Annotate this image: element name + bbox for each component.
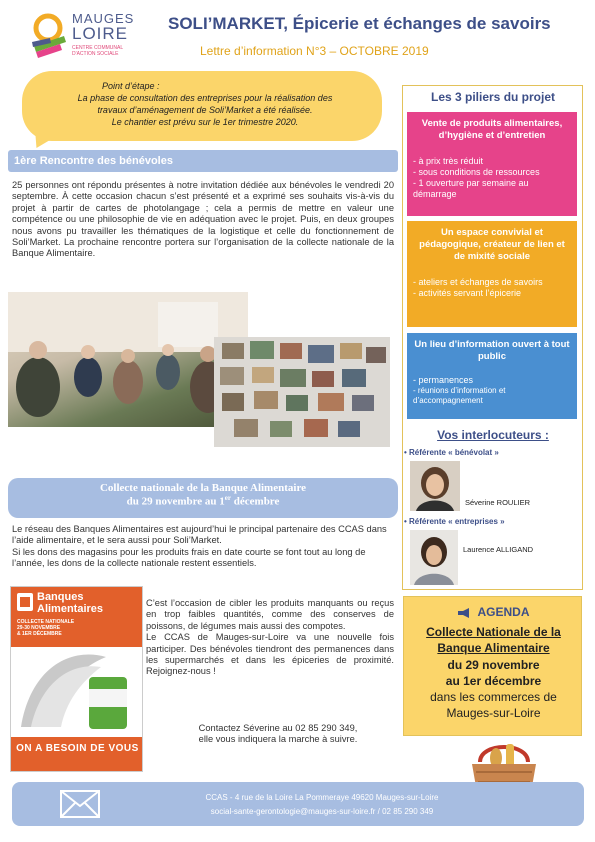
wing-can-illustration [11, 647, 143, 737]
pillar-sales [407, 112, 577, 216]
agenda-dates [408, 657, 579, 689]
referent-volunteering-label: • Référente « bénévolat » [404, 448, 499, 457]
pillar-information [407, 333, 577, 419]
heading-line-dates [14, 494, 392, 508]
poster-info [17, 619, 74, 637]
poster-slogan: ON A BESOIN DE VOUS [11, 737, 143, 772]
footer-contact [172, 791, 472, 819]
referent-business-label: • Référente « entreprises » [404, 517, 505, 526]
poster-brand-line1: Banques [37, 591, 84, 603]
agenda-title [404, 605, 583, 619]
heading-dates-pre: du 29 novembre au 1 [126, 495, 225, 508]
banques-alimentaires-poster [10, 586, 143, 772]
volunteers-meeting-photo [8, 292, 248, 427]
heading-dates-sup: er [224, 494, 232, 502]
footer-address: CCAS - 4 rue de la Loire La Pommeraye 49620 Mauges-sur-Loire [205, 793, 439, 802]
bubble-label: Point d’étape : [102, 81, 160, 91]
agenda-date-start: du 29 novembre [447, 658, 540, 672]
collection-intro-p1: Le réseau des Banques Alimentaires est aujourd’hui le principal partenaire des CCAS dans l’aide alimentaire, et le sera aussi pour Soli’Market. [12, 524, 387, 546]
pillar-bullet: - réunions d’information et d’accompagnement [413, 386, 506, 405]
logo-subtitle: CENTRE COMMUNAL D'ACTION SOCIALE [72, 45, 123, 57]
poster-logo-icon [17, 593, 33, 611]
page-title: SOLI’MARKET, Épicerie et échanges de savoirs [168, 14, 551, 33]
megaphone-icon [457, 608, 471, 618]
contact-line2: elle vous indiquera la marche à suivre. [198, 734, 358, 745]
agenda-event: Collecte Nationale de la Banque Alimentaire [426, 625, 561, 655]
agenda-location-line1: dans les commerces de [430, 690, 557, 704]
pillars-title: Les 3 piliers du projet [430, 90, 556, 104]
bubble-line: Le chantier est prévu sur le 1er trimestre 2020. [111, 117, 299, 127]
poster-info-line1: COLLECTE NATIONALE [17, 619, 75, 625]
contacts-title: Vos interlocuteurs : [437, 428, 549, 442]
collection-intro-p2: Si les dons des magasins pour les produits frais en date courte se font tout au long de l’année, les dons de la collecte nationale restent essentiels. [12, 546, 366, 569]
volunteers-paragraph: 25 personnes ont répondu présentes à notre invitation dédiée aux bénévoles le vendredi 20 septembre. À cette occasion chacun s’est présenté et a exprimé ses souhaits vis-à-vis du projet à partir de cartes de photolangage ; cela a permis de mettre en valeur une compétence ou une philosophie de vie en adéquation avec le projet. Puis, en deux groupes nous avons pu travailler les thématiques de la logistique et celle du fonctionnement de Soli’Market. La prochaine rencontre portera sur l’organisation de la collecte nationale de la Banque Alimentaire. [12, 180, 394, 259]
pillar-bullet: - ateliers et échanges de savoirs [413, 277, 543, 287]
referent-name: Séverine ROULIER [465, 498, 531, 507]
logo-line2: LOIRE [72, 24, 129, 43]
poster-info-line2: 29-30 NOVEMBRE [17, 625, 61, 631]
poster-header [11, 587, 143, 647]
status-bubble-text [40, 80, 370, 128]
contact-note [178, 723, 378, 746]
bubble-line: travaux d’aménagement de Soli’Market a été réalisée. [97, 105, 313, 115]
avatar-severine [410, 461, 460, 511]
pillar-heading: Vente de produits alimentaires, d’hygiène et d’entretien [421, 118, 563, 141]
newsletter-subtitle: Lettre d’information N°3 – OCTOBRE 2019 [200, 44, 429, 58]
contact-line1: Contactez Séverine au 02 85 290 349, [198, 723, 358, 733]
collection-details-p1: C’est l’occasion de cibler les produits manquants ou reçus en trop faibles quantités, comme des conserves de poissons, de légumes mais aussi des compotes. [146, 598, 394, 631]
pillar-bullet: - permanences [413, 375, 474, 385]
collection-details [146, 598, 394, 678]
agenda-date-end: au 1er décembre [445, 674, 542, 688]
collection-details-p2: Le CCAS de Mauges-sur-Loire va une nouvelle fois participer. Des bénévoles tiendront des permanences dans les supermarchés et dans les épiceries de proximité. Rejoignez-nous ! [146, 632, 394, 677]
photolangage-board-photo [214, 337, 390, 447]
logo-text [72, 12, 136, 57]
pillar-heading: Un lieu d’information ouvert à tout public [414, 339, 570, 362]
agenda-box [403, 596, 582, 736]
pillar-bullet: - 1 ouverture par semaine au démarrage [413, 178, 529, 199]
agenda-title-text: AGENDA [477, 605, 530, 619]
heading-dates-post: décembre [231, 495, 280, 508]
pillar-social-space [407, 221, 577, 327]
bubble-line: La phase de consultation des entreprises pour la réalisation des [77, 93, 333, 103]
avatar-laurence [410, 530, 458, 585]
referent-name: Laurence ALLIGAND [463, 545, 534, 554]
pillar-bullet: - activités servant l’épicerie [413, 288, 522, 298]
poster-brand [37, 591, 103, 615]
pillar-bullet: - sous conditions de ressources [413, 167, 540, 177]
pillar-heading: Un espace convivial et pédagogique, créateur de lien et de mixité sociale [419, 227, 565, 262]
agenda-location [408, 689, 579, 721]
poster-brand-line2: Alimentaires [37, 603, 104, 615]
footer-email-phone[interactable]: social-sante-gerontologie@mauges-sur-loire.fr / 02 85 290 349 [210, 807, 434, 816]
heading-line: Collecte nationale de la Banque Alimentaire [99, 482, 307, 494]
logo-line1: MAUGES [72, 11, 135, 26]
collection-intro [12, 524, 394, 570]
pillar-bullet: - à prix très réduit [413, 156, 484, 166]
section-heading-volunteers: 1ère Rencontre des bénévoles [8, 150, 398, 172]
poster-info-line3: & 1ER DÉCEMBRE [17, 631, 62, 637]
section-heading-food-collection [8, 478, 398, 518]
agenda-location-line2: Mauges-sur-Loire [446, 706, 541, 720]
mail-icon [60, 790, 100, 818]
